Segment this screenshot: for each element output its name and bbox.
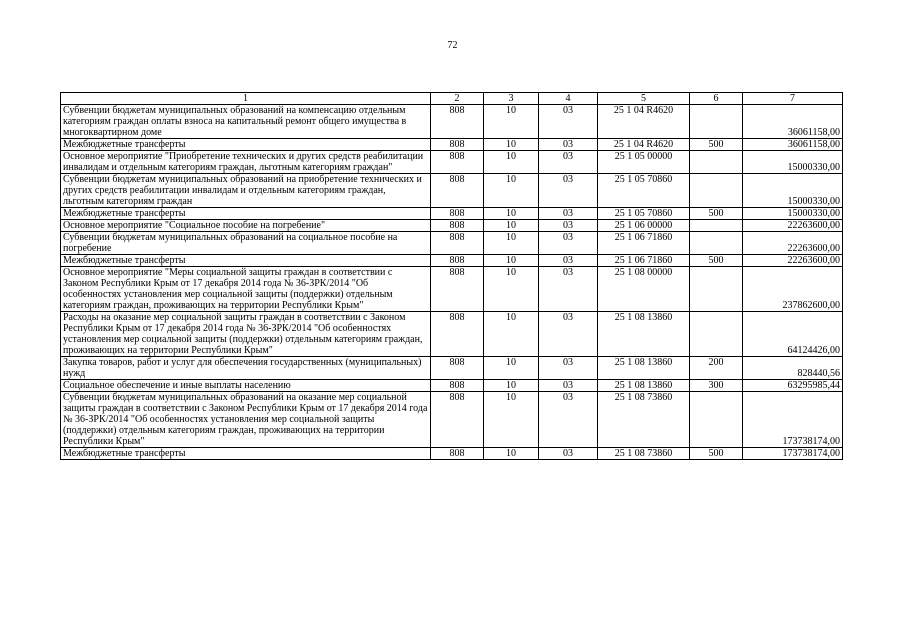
row-section-cell: 10 — [484, 312, 539, 357]
row-expense-type-cell — [690, 174, 743, 208]
row-code-cell: 808 — [431, 448, 484, 460]
row-code-cell: 808 — [431, 357, 484, 380]
row-amount-cell: 22263600,00 — [743, 255, 843, 267]
row-target-cell: 25 1 04 R4620 — [598, 139, 690, 151]
row-section-cell: 10 — [484, 255, 539, 267]
row-name-cell: Межбюджетные трансферты — [61, 208, 431, 220]
row-code-cell: 808 — [431, 267, 484, 312]
column-header: 5 — [598, 93, 690, 105]
row-code-cell: 808 — [431, 208, 484, 220]
row-section-cell: 10 — [484, 232, 539, 255]
row-amount-cell: 15000330,00 — [743, 208, 843, 220]
table-row — [61, 174, 843, 208]
row-target-cell: 25 1 06 71860 — [598, 232, 690, 255]
row-target-cell: 25 1 08 13860 — [598, 357, 690, 380]
row-subsection-cell: 03 — [539, 208, 598, 220]
row-expense-type-cell: 500 — [690, 255, 743, 267]
row-expense-type-cell — [690, 151, 743, 174]
page-number: 72 — [447, 40, 458, 51]
row-subsection-cell: 03 — [539, 392, 598, 448]
table-header-row — [61, 93, 843, 105]
row-subsection-cell: 03 — [539, 312, 598, 357]
row-subsection-cell: 03 — [539, 139, 598, 151]
row-name-cell: Закупка товаров, работ и услуг для обеспечения государственных (муниципальных) нужд — [61, 357, 431, 380]
budget-table — [60, 92, 843, 460]
row-amount-cell: 63295985,44 — [743, 380, 843, 392]
row-name-cell: Субвенции бюджетам муниципальных образований на социальное пособие на погребение — [61, 232, 431, 255]
row-subsection-cell: 03 — [539, 448, 598, 460]
row-expense-type-cell: 500 — [690, 208, 743, 220]
row-name-cell: Межбюджетные трансферты — [61, 139, 431, 151]
row-section-cell: 10 — [484, 208, 539, 220]
row-subsection-cell: 03 — [539, 174, 598, 208]
table-row — [61, 392, 843, 448]
row-name-cell: Основное мероприятие "Приобретение технических и других средств реабилитации инвалидам и отдельным категориям граждан, льготным категориям граждан" — [61, 151, 431, 174]
row-subsection-cell: 03 — [539, 220, 598, 232]
column-header: 3 — [484, 93, 539, 105]
row-name-cell: Межбюджетные трансферты — [61, 255, 431, 267]
row-amount-cell: 36061158,00 — [743, 139, 843, 151]
row-target-cell: 25 1 08 73860 — [598, 392, 690, 448]
row-code-cell: 808 — [431, 392, 484, 448]
row-subsection-cell: 03 — [539, 267, 598, 312]
row-section-cell: 10 — [484, 267, 539, 312]
row-target-cell: 25 1 08 13860 — [598, 312, 690, 357]
row-name-cell: Основное мероприятие "Меры социальной защиты граждан в соответствии с Законом Республики Крым от 17 декабря 2014 года № 36-ЗРК/2014 "Об особенностях установления мер социальной защиты (поддержки) отдельным категориям граждан, проживающих на территории Республики Крым" — [61, 267, 431, 312]
row-expense-type-cell — [690, 312, 743, 357]
row-subsection-cell: 03 — [539, 380, 598, 392]
row-expense-type-cell: 300 — [690, 380, 743, 392]
row-expense-type-cell: 200 — [690, 357, 743, 380]
row-target-cell: 25 1 06 00000 — [598, 220, 690, 232]
row-target-cell: 25 1 08 00000 — [598, 267, 690, 312]
row-code-cell: 808 — [431, 312, 484, 357]
column-header: 2 — [431, 93, 484, 105]
table-row — [61, 255, 843, 267]
table-row — [61, 139, 843, 151]
row-name-cell: Субвенции бюджетам муниципальных образований на приобретение технических и других средств реабилитации инвалидам и отдельным категориям граждан, льготным категориям граждан — [61, 174, 431, 208]
row-code-cell: 808 — [431, 174, 484, 208]
row-amount-cell: 173738174,00 — [743, 448, 843, 460]
row-amount-cell: 15000330,00 — [743, 151, 843, 174]
row-amount-cell: 173738174,00 — [743, 392, 843, 448]
row-target-cell: 25 1 05 70860 — [598, 208, 690, 220]
row-amount-cell: 22263600,00 — [743, 232, 843, 255]
column-header: 7 — [743, 93, 843, 105]
row-amount-cell: 36061158,00 — [743, 105, 843, 139]
row-amount-cell: 828440,56 — [743, 357, 843, 380]
row-section-cell: 10 — [484, 220, 539, 232]
row-target-cell: 25 1 08 73860 — [598, 448, 690, 460]
table-row — [61, 312, 843, 357]
row-section-cell: 10 — [484, 151, 539, 174]
table-body — [61, 93, 843, 460]
row-target-cell: 25 1 05 70860 — [598, 174, 690, 208]
row-expense-type-cell — [690, 267, 743, 312]
row-subsection-cell: 03 — [539, 105, 598, 139]
table-row — [61, 267, 843, 312]
row-subsection-cell: 03 — [539, 255, 598, 267]
row-section-cell: 10 — [484, 448, 539, 460]
row-code-cell: 808 — [431, 139, 484, 151]
table-row — [61, 232, 843, 255]
row-name-cell: Межбюджетные трансферты — [61, 448, 431, 460]
row-expense-type-cell: 500 — [690, 448, 743, 460]
row-amount-cell: 15000330,00 — [743, 174, 843, 208]
row-expense-type-cell — [690, 392, 743, 448]
row-section-cell: 10 — [484, 174, 539, 208]
row-name-cell: Субвенции бюджетам муниципальных образований на компенсацию отдельным категориям граждан оплаты взноса на капитальный ремонт общего имущества в многоквартирном доме — [61, 105, 431, 139]
table-row — [61, 357, 843, 380]
column-header: 1 — [61, 93, 431, 105]
row-amount-cell: 64124426,00 — [743, 312, 843, 357]
row-code-cell: 808 — [431, 255, 484, 267]
table-row — [61, 208, 843, 220]
table-row — [61, 380, 843, 392]
row-name-cell: Социальное обеспечение и иные выплаты населению — [61, 380, 431, 392]
table-row — [61, 220, 843, 232]
row-code-cell: 808 — [431, 151, 484, 174]
row-target-cell: 25 1 05 00000 — [598, 151, 690, 174]
row-code-cell: 808 — [431, 220, 484, 232]
row-section-cell: 10 — [484, 357, 539, 380]
column-header: 6 — [690, 93, 743, 105]
row-target-cell: 25 1 08 13860 — [598, 380, 690, 392]
row-code-cell: 808 — [431, 105, 484, 139]
row-expense-type-cell — [690, 220, 743, 232]
row-section-cell: 10 — [484, 392, 539, 448]
row-code-cell: 808 — [431, 232, 484, 255]
row-name-cell: Субвенции бюджетам муниципальных образований на оказание мер социальной защиты граждан в соответствии с Законом Республики Крым от 17 декабря 2014 года № 36-ЗРК/2014 "Об особенностях установления мер социальной защиты (поддержки) отдельным категориям граждан, проживающих на территории Республики Крым" — [61, 392, 431, 448]
row-section-cell: 10 — [484, 139, 539, 151]
row-subsection-cell: 03 — [539, 151, 598, 174]
row-name-cell: Расходы на оказание мер социальной защиты граждан в соответствии с Законом Республики Крым от 17 декабря 2014 года № 36-ЗРК/2014 "Об особенностях установления мер социальной защиты (поддержки) отдельным категориям граждан, проживающих на территории Республики Крым" — [61, 312, 431, 357]
row-amount-cell: 22263600,00 — [743, 220, 843, 232]
row-section-cell: 10 — [484, 380, 539, 392]
table-row — [61, 151, 843, 174]
row-expense-type-cell — [690, 232, 743, 255]
table-row — [61, 448, 843, 460]
row-section-cell: 10 — [484, 105, 539, 139]
row-expense-type-cell: 500 — [690, 139, 743, 151]
row-amount-cell: 237862600,00 — [743, 267, 843, 312]
row-expense-type-cell — [690, 105, 743, 139]
row-subsection-cell: 03 — [539, 232, 598, 255]
row-code-cell: 808 — [431, 380, 484, 392]
row-name-cell: Основное мероприятие "Социальное пособие на погребение" — [61, 220, 431, 232]
row-target-cell: 25 1 04 R4620 — [598, 105, 690, 139]
row-target-cell: 25 1 06 71860 — [598, 255, 690, 267]
table-row — [61, 105, 843, 139]
row-subsection-cell: 03 — [539, 357, 598, 380]
column-header: 4 — [539, 93, 598, 105]
